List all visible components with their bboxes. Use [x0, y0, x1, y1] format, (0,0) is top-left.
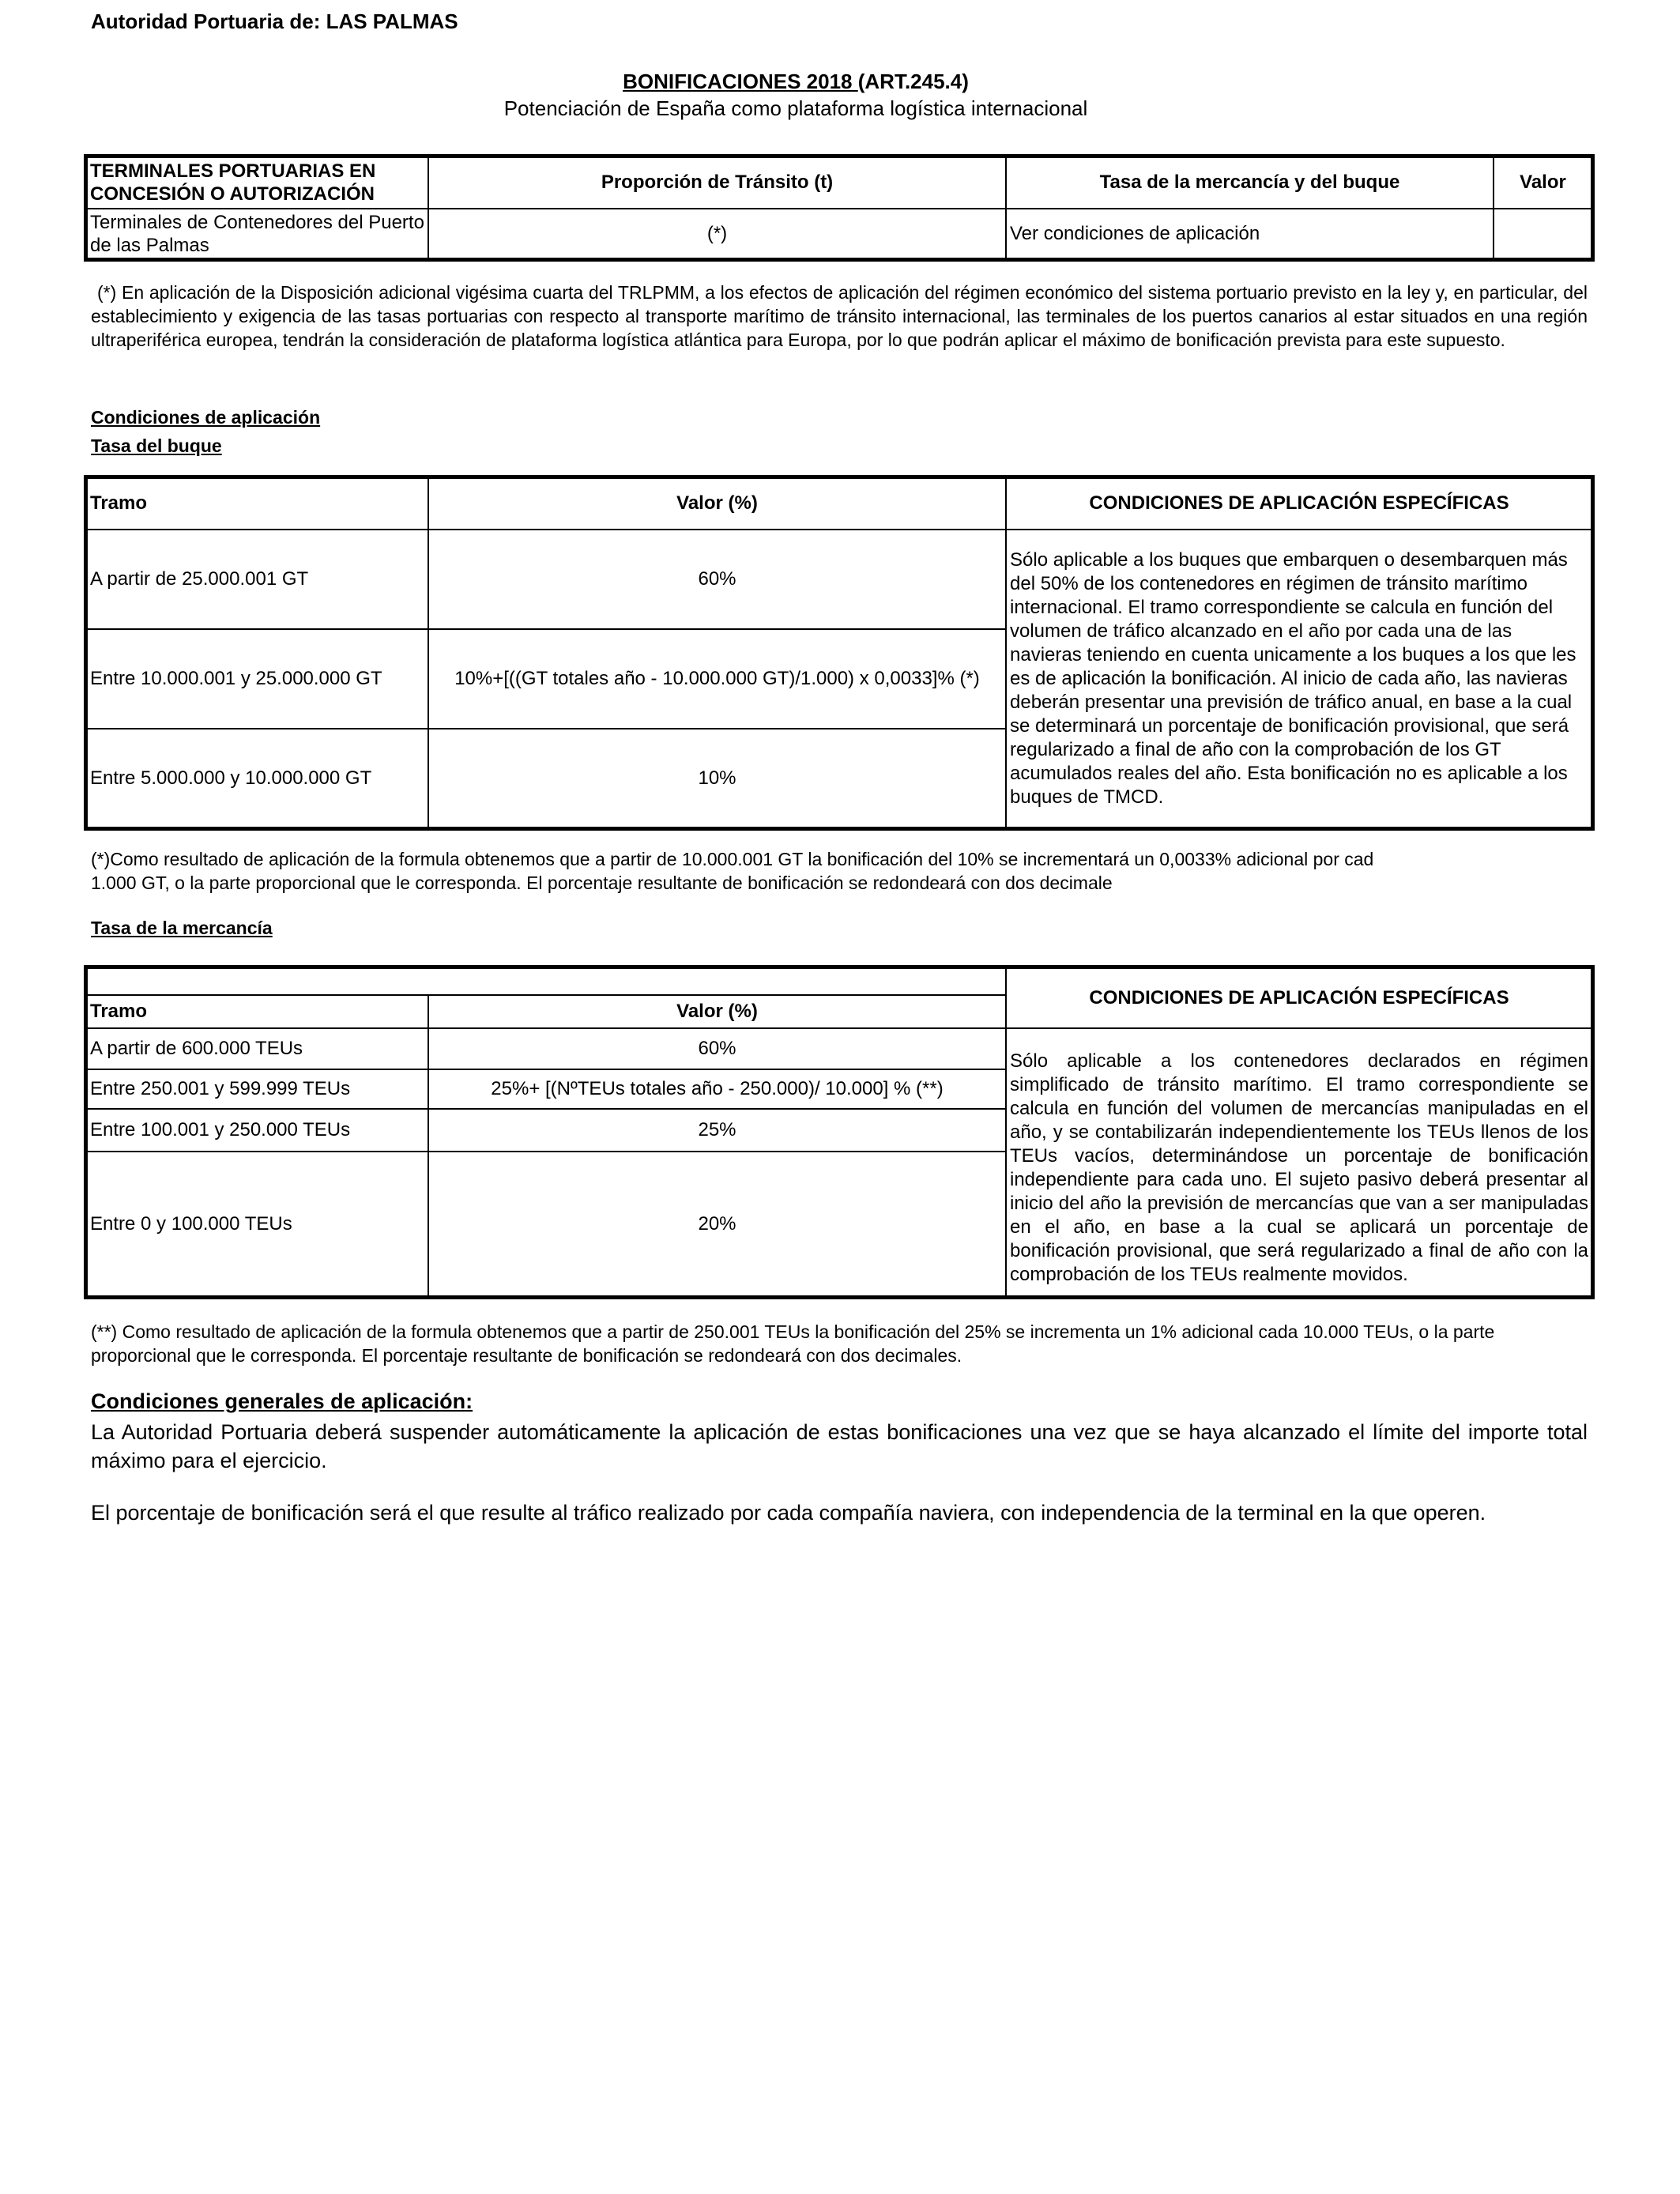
- authority-header: Autoridad Portuaria de: LAS PALMAS: [91, 9, 458, 33]
- cell-value: [1494, 209, 1592, 259]
- cell-proportion: (*): [428, 209, 1006, 259]
- cell-valor: 10%+[((GT totales año - 10.000.000 GT)/1.000) x 0,0033]% (*): [428, 629, 1006, 729]
- table-row: [86, 209, 1592, 259]
- cell-tramo: Entre 250.001 y 599.999 TEUs: [86, 1069, 428, 1109]
- general-conditions-paragraph-1: La Autoridad Portuaria deberá suspender automáticamente la aplicación de estas bonificaciones una vez que se haya alcanzado el límite del importe total máximo para el ejercicio.: [91, 1420, 1588, 1472]
- general-conditions-paragraph-2: El porcentaje de bonificación será el que resulte al tráfico realizado por cada compañía naviera, con independencia de la terminal en la que operen.: [91, 1501, 1486, 1525]
- goods-fee-title: Tasa de la mercancía: [91, 918, 273, 938]
- cell-tramo: Entre 10.000.001 y 25.000.000 GT: [86, 629, 428, 729]
- title-article: (ART.245.4): [857, 70, 969, 93]
- header-spacer: [86, 967, 1006, 995]
- terminals-table: [85, 156, 1593, 260]
- table-header-row: [86, 477, 1592, 530]
- document-subtitle: Potenciación de España como plataforma logística internacional: [503, 96, 1088, 120]
- goods-fee-table: [85, 967, 1593, 1298]
- table-row: [86, 530, 1592, 629]
- goods-footnote: (**) Como resultado de aplicación de la formula obtenemos que a partir de 250.001 TEUs la bonificación del 25% se incrementa un 1% adicional cada 10.000 TEUs, o la parte proporcional que le corresponda. El porcentaje resultante de bonificación se redondeará con dos decimales.: [91, 1321, 1495, 1366]
- table-header-row: [86, 156, 1592, 209]
- col-header-valor: Valor (%): [428, 995, 1006, 1028]
- general-conditions-title: Condiciones generales de aplicación:: [91, 1389, 473, 1413]
- col-header-proportion: Proporción de Tránsito (t): [428, 156, 1006, 209]
- ship-footnote-line1: (*)Como resultado de aplicación de la formula obtenemos que a partir de 10.000.001 GT la bonificación del 10% se incrementará un 0,0033% adicional por cad: [91, 849, 1374, 869]
- col-header-conditions: CONDICIONES DE APLICACIÓN ESPECÍFICAS: [1006, 477, 1592, 530]
- cell-tramo: A partir de 600.000 TEUs: [86, 1028, 428, 1069]
- cell-valor: 60%: [428, 1028, 1006, 1069]
- ship-fee-title: Tasa del buque: [91, 435, 222, 456]
- ship-footnote: [91, 847, 1588, 895]
- cell-valor: 25%: [428, 1109, 1006, 1152]
- ship-fee-table: [85, 477, 1593, 829]
- col-header-tramo: Tramo: [86, 477, 428, 530]
- cell-valor: 60%: [428, 530, 1006, 629]
- cell-tramo: Entre 0 y 100.000 TEUs: [86, 1152, 428, 1297]
- col-header-conditions: CONDICIONES DE APLICACIÓN ESPECÍFICAS: [1006, 967, 1592, 1028]
- cell-terminal: Terminales de Contenedores del Puerto de las Palmas: [86, 209, 428, 259]
- cell-tramo: Entre 5.000.000 y 10.000.000 GT: [86, 729, 428, 828]
- transit-footnote: (*) En aplicación de la Disposición adicional vigésima cuarta del TRLPMM, a los efectos de aplicación del régimen económico del sistema portuario previsto en la ley y, en particular, del establecimiento y exigencia de las tasas portuarias con respecto al transporte marítimo de tránsito internacional, las terminales de los puertos canarios al estar situados en una región ultraperiférica europea, tendrán la consideración de plataforma logística atlántica para Europa, por lo que podrán aplicar el máximo de bonificación prevista para este supuesto.: [91, 282, 1588, 350]
- col-header-terminals: TERMINALES PORTUARIAS EN CONCESIÓN O AUTORIZACIÓN: [86, 156, 428, 209]
- cell-specific-conditions: Sólo aplicable a los buques que embarquen o desembarquen más del 50% de los contenedores en régimen de tránsito marítimo internacional. El tramo correspondiente se calcula en función del volumen de tráfico alcanzado en el año por cada una de las navieras teniendo en cuenta unicamente a los buques a los que les es de aplicación la bonificación. Al inicio de cada año, las navieras deberán presentar una previsión de tráfico anual, en base a la cual se determinará un porcentaje de bonificación provisional, que será regularizado a final de año con la comprobación de los GT acumulados reales del año. Esta bonificación no es aplicable a los buques de TMCD.: [1006, 530, 1592, 828]
- document-title: [0, 70, 1591, 94]
- conditions-title: Condiciones de aplicación: [91, 407, 321, 428]
- cell-tramo: Entre 100.001 y 250.000 TEUs: [86, 1109, 428, 1152]
- cell-rate: Ver condiciones de aplicación: [1006, 209, 1494, 259]
- cell-tramo: A partir de 25.000.001 GT: [86, 530, 428, 629]
- cell-valor: 20%: [428, 1152, 1006, 1297]
- cell-valor: 10%: [428, 729, 1006, 828]
- table-row: [86, 1028, 1592, 1069]
- cell-valor: 25%+ [(NºTEUs totales año - 250.000)/ 10.000] % (**): [428, 1069, 1006, 1109]
- col-header-tramo: Tramo: [86, 995, 428, 1028]
- ship-footnote-line2: 1.000 GT, o la parte proporcional que le corresponda. El porcentaje resultante de bonificación se redondeará con dos decimale: [91, 873, 1113, 893]
- cell-specific-conditions: Sólo aplicable a los contenedores declarados en régimen simplificado de tránsito marítimo. El tramo correspondiente se calcula en función del volumen de mercancías manipuladas en el año, y se contabilizarán independientemente los TEUs llenos de los TEUs vacíos, determinándose un porcentaje de bonificación independiente para cada uno. El sujeto pasivo deberá presentar al inicio del año la previsión de mercancías que van a ser manipuladas en el año, en base a la cual se aplicará un porcentaje de bonificación provisional, que será regularizado a final de año con la comprobación de los TEUs realmente movidos.: [1006, 1028, 1592, 1297]
- table-spacer-row: [86, 967, 1592, 995]
- title-main: BONIFICACIONES 2018: [623, 70, 858, 93]
- col-header-rate: Tasa de la mercancía y del buque: [1006, 156, 1494, 209]
- col-header-value: Valor: [1494, 156, 1592, 209]
- col-header-valor: Valor (%): [428, 477, 1006, 530]
